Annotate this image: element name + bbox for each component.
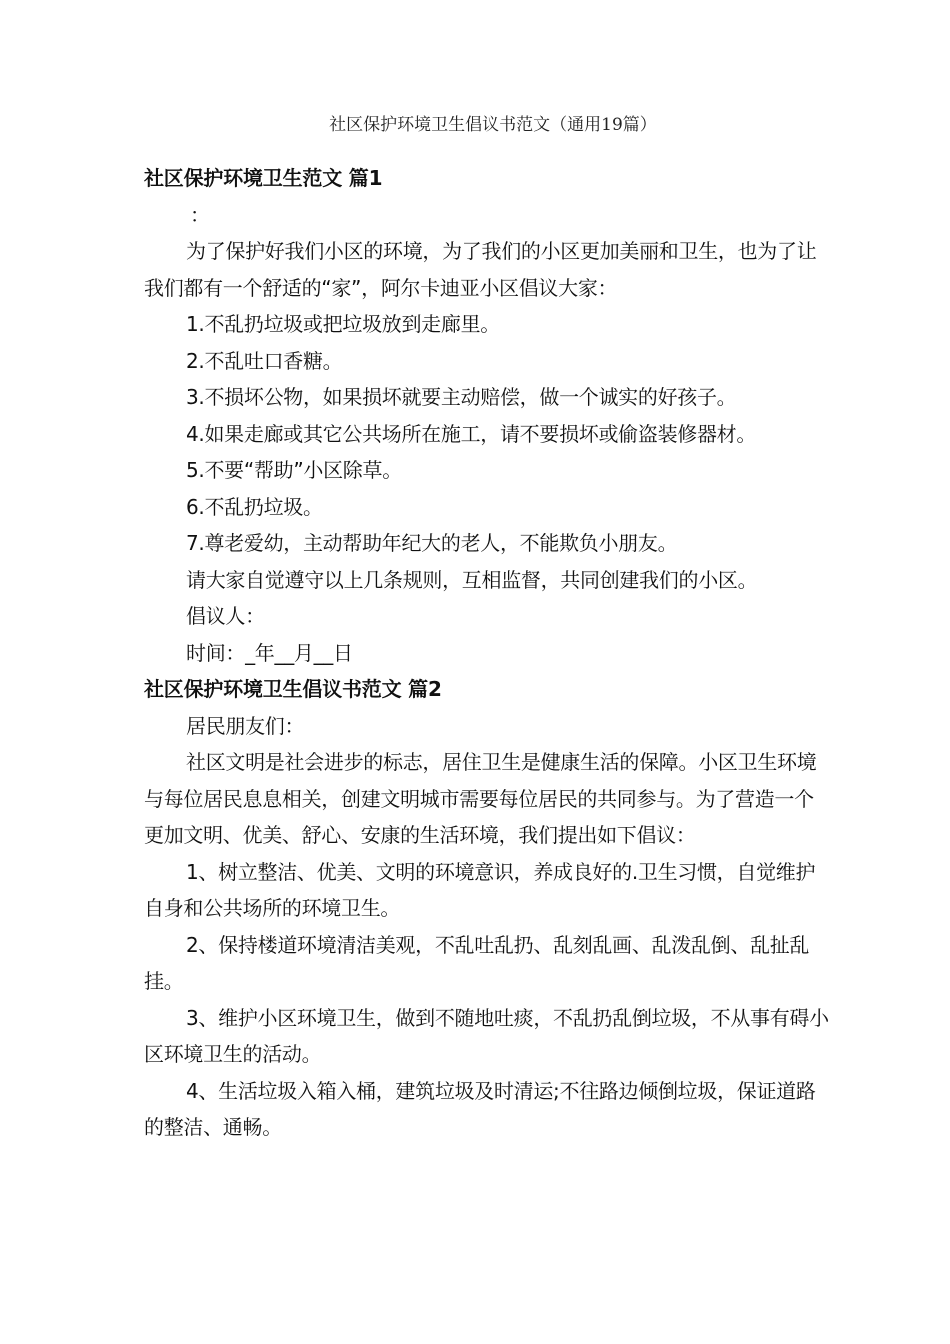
list-item: 1.不乱扔垃圾或把垃圾放到走廊里。 bbox=[186, 312, 500, 336]
list-item: 6.不乱扔垃圾。 bbox=[186, 494, 323, 519]
date-line: 时间：_年__月__日 bbox=[186, 640, 353, 665]
section-1 bbox=[144, 160, 832, 671]
paragraph: 请大家自觉遵守以上几条规则，互相监督，共同创建我们的小区。 bbox=[186, 567, 758, 592]
paragraph: 社区文明是社会进步的标志，居住卫生是健康生活的保障。小区卫生环境与每位居民息息相关，创建文明城市需要每位居民的共同参与。为了营造一个更加文明、优美、舒心、安康的生活环境，我们提出如下倡议： bbox=[144, 750, 817, 847]
section-2 bbox=[144, 671, 832, 1146]
section-heading: 社区保护环境卫生范文 篇1 bbox=[144, 166, 383, 190]
paragraph: 为了保护好我们小区的环境，为了我们的小区更加美丽和卫生，也为了让我们都有一个舒适的“家”，阿尔卡迪亚小区倡议大家： bbox=[144, 239, 817, 300]
list-item: 1、树立整洁、优美、文明的环境意识，养成良好的.卫生习惯，自觉维护自身和公共场所的环境卫生。 bbox=[144, 859, 816, 920]
list-item: 2.不乱吐口香糖。 bbox=[186, 348, 343, 373]
salutation: 居民朋友们： bbox=[186, 713, 305, 738]
document-title: 社区保护环境卫生倡议书范文（通用19篇） bbox=[329, 115, 657, 135]
signature-line: 倡议人： bbox=[186, 604, 265, 628]
list-item: 4、生活垃圾入箱入桶，建筑垃圾及时清运;不往路边倾倒垃圾，保证道路的整洁、通畅。 bbox=[144, 1078, 816, 1139]
list-item: 3.不损坏公物，如果损坏就要主动赔偿，做一个诚实的好孩子。 bbox=[186, 385, 737, 409]
section-heading: 社区保护环境卫生倡议书范文 篇2 bbox=[144, 677, 442, 701]
salutation: ： bbox=[190, 202, 210, 227]
list-item: 3、维护小区环境卫生，做到不随地吐痰，不乱扔乱倒垃圾，不从事有碍小区环境卫生的活动。 bbox=[144, 1005, 829, 1066]
list-item: 4.如果走廊或其它公共场所在施工，请不要损坏或偷盗装修器材。 bbox=[186, 421, 757, 446]
list-item: 7.尊老爱幼，主动帮助年纪大的老人，不能欺负小朋友。 bbox=[186, 531, 678, 555]
list-item: 2、保持楼道环境清洁美观，不乱吐乱扔、乱刻乱画、乱泼乱倒、乱扯乱挂。 bbox=[144, 932, 810, 993]
list-item: 5.不要“帮助”小区除草。 bbox=[186, 458, 402, 482]
